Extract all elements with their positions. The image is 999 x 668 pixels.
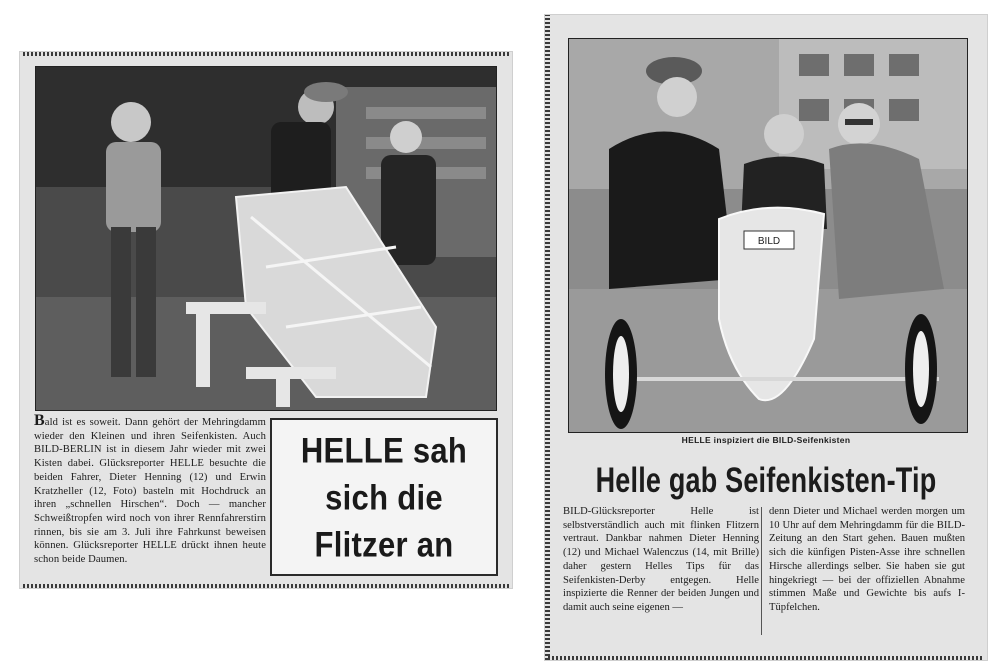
article-column-2: denn Dieter und Michael werden morgen um 10 Uhr auf dem Mehringdamm für die BILD-Zeitung an den Start gehen. Bauen mußten sich die künfigen Pisten-Asse ihre schnellen Hirsche allerdings selber. Sie haben sie gut hingekriegt — bei der offiziellen Abnahme stimmen Maße und Gewichte bis aufs I-Tüpfelchen. [769,506,965,613]
clipping-edge-left [545,15,550,660]
workshop-photo [35,66,497,411]
car-sign-text: BILD [757,236,781,247]
left-headline-line-3: Flitzer an [314,524,454,565]
clipping-edge-bottom [548,656,984,660]
soapbox-inspection-photo [568,38,968,433]
photo-caption: HELLE inspiziert die BILD-Seifenkisten [681,435,851,445]
clipping-edge-top [23,52,509,56]
left-headline-line-1: HELLE sah [300,429,468,470]
left-headline [301,426,467,567]
left-headline-box [270,418,498,576]
right-headline: Helle gab Seifenkisten-Tip [595,461,937,500]
soapbox-inspection-graphic [569,39,967,432]
left-article-body: ald ist es soweit. Dann gehört der Mehringdamm wieder den Kleinen und ihren Seifenkisten. Auch BILD-BERLIN ist in diesem Jahr wieder mit zwei Kisten dabei. Glücksreporter HELLE besuchte die beiden Fahrer, Dieter Henning (12) und Erwin Kratzheller (12, Foto) basteln mit Hochdruck an ihren „schnellen Hirschen“. Doch — mancher Schweißtropfen wird noch von ihrer Rennfahrerstirn rinnen, bis sie am 3. Juli ihre Fahrkunst beweisen können. Glücksreporter HELLE drückt ihnen heute schon beide Daumen. [34,417,266,566]
clipping-edge-bottom [23,584,509,588]
column-divider [761,507,762,635]
workshop-photo-graphic [36,67,496,410]
left-newspaper-clipping [20,52,512,588]
right-newspaper-clipping [545,15,987,660]
left-article-text [34,412,266,567]
article-column-1: BILD-Glücksreporter Helle ist selbstverständlich auch mit flinken Flitzern vertraut. Dankbar nahmen Dieter Henning (12) und Michael Walenczus (14, mit Brille) daher gestern Helles Tips für das Seifenkisten-Derby entgegen. Helle inspizierte die Renner der beiden Jungen und damit auch seine eigenen — [563,506,759,613]
dropcap-letter: B [34,412,45,429]
left-headline-line-2: sich die [325,476,443,518]
